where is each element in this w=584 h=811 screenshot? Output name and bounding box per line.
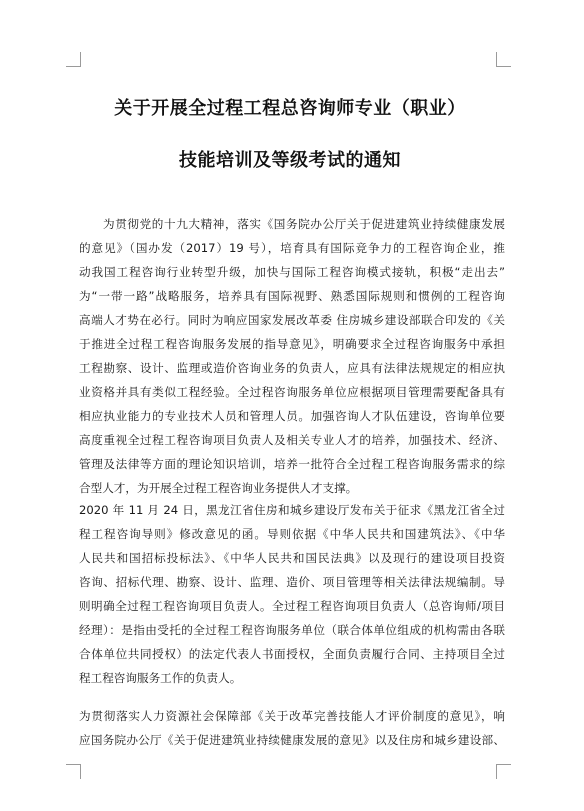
paragraph-2-line: 程工程咨询服务工作的负责人。 <box>79 671 242 685</box>
paragraph-1-line: 业资格并具有类似工程经验。全过程咨询服务单位应根据项目管理需要配备具有 <box>79 385 505 399</box>
crop-mark-bottom-right <box>496 764 511 779</box>
paragraph-1-line: 相应执业能力的专业技术人员和管理人员。加强咨询人才队伍建设，咨询单位要 <box>79 409 505 423</box>
paragraph-2-line: 程工程咨询导则》修改意见的函。导则依据《中华人民共和国建筑法》、《中华 <box>79 527 505 541</box>
paragraph-1-line: 为“一带一路”战略服务，培养具有国际视野、熟悉国际规则和惯例的工程咨询 <box>79 289 505 303</box>
paragraph-3-line: 为贯彻落实人力资源社会保障部《关于改革完善技能人才评价制度的意见》，响 <box>79 709 505 723</box>
paragraph-1-line: 的意见》（国办发（2017）19 号），培育具有国际竞争力的工程咨询企业，推 <box>79 241 505 255</box>
paragraph-2-line: 咨询、招标代理、勘察、设计、监理、造价、项目管理等相关法律法规编制。导 <box>79 575 505 589</box>
crop-mark-top-left <box>66 52 81 67</box>
paragraph-3-line: 应国务院办公厅《关于促进建筑业持续健康发展的意见》以及住房和城乡建设部、 <box>79 733 505 747</box>
paragraph-1-line: 合型人才，为开展全过程工程咨询业务提供人才支撑。 <box>79 481 358 495</box>
crop-mark-top-right <box>496 52 511 67</box>
crop-mark-bottom-left <box>66 764 81 779</box>
paragraph-1-line: 于推进全过程工程咨询服务发展的指导意见》，明确要求全过程咨询服务中承担 <box>79 337 505 351</box>
paragraph-2-line: 2020 年 11 月 24 日，黑龙江省住房和城乡建设厅发布关于征求《黑龙江省全过 <box>79 503 505 517</box>
paragraph-1-line: 高度重视全过程工程咨询项目负责人及相关专业人才的培养，加强技术、经济、 <box>79 433 505 447</box>
paragraph-1-line: 为贯彻党的十九大精神，落实《国务院办公厅关于促进建筑业持续健康发展 <box>103 217 505 231</box>
paragraph-2-line: 则明确全过程工程咨询项目负责人。全过程工程咨询项目负责人（总咨询师/项目 <box>79 599 505 613</box>
document-title-line-1: 关于开展全过程工程总咨询师专业（职业） <box>114 98 466 119</box>
paragraph-2-line: 人民共和国招标投标法》、《中华人民共和国民法典》以及现行的建设项目投资 <box>79 551 505 565</box>
paragraph-2-line: 经理）：是指由受托的全过程工程咨询服务单位（联合体单位组成的机构需由各联 <box>79 623 505 637</box>
paragraph-1-line: 管理及法律等方面的理论知识培训，培养一批符合全过程工程咨询服务需求的综 <box>79 457 505 471</box>
paragraph-1-line: 工程勘察、设计、监理或造价咨询业务的负责人，应具有法律法规规定的相应执 <box>79 361 505 375</box>
document-title-line-2: 技能培训及等级考试的通知 <box>179 150 401 171</box>
paragraph-1-line: 高端人才势在必行。同时为响应国家发展改革委 住房城乡建设部联合印发的《关 <box>79 313 505 327</box>
paragraph-1-line: 动我国工程咨询行业转型升级，加快与国际工程咨询模式接轨，积极“走出去” <box>79 265 505 279</box>
paragraph-2-line: 合体单位共同授权）的法定代表人书面授权，全面负责履行合同、主持项目全过 <box>79 647 505 661</box>
